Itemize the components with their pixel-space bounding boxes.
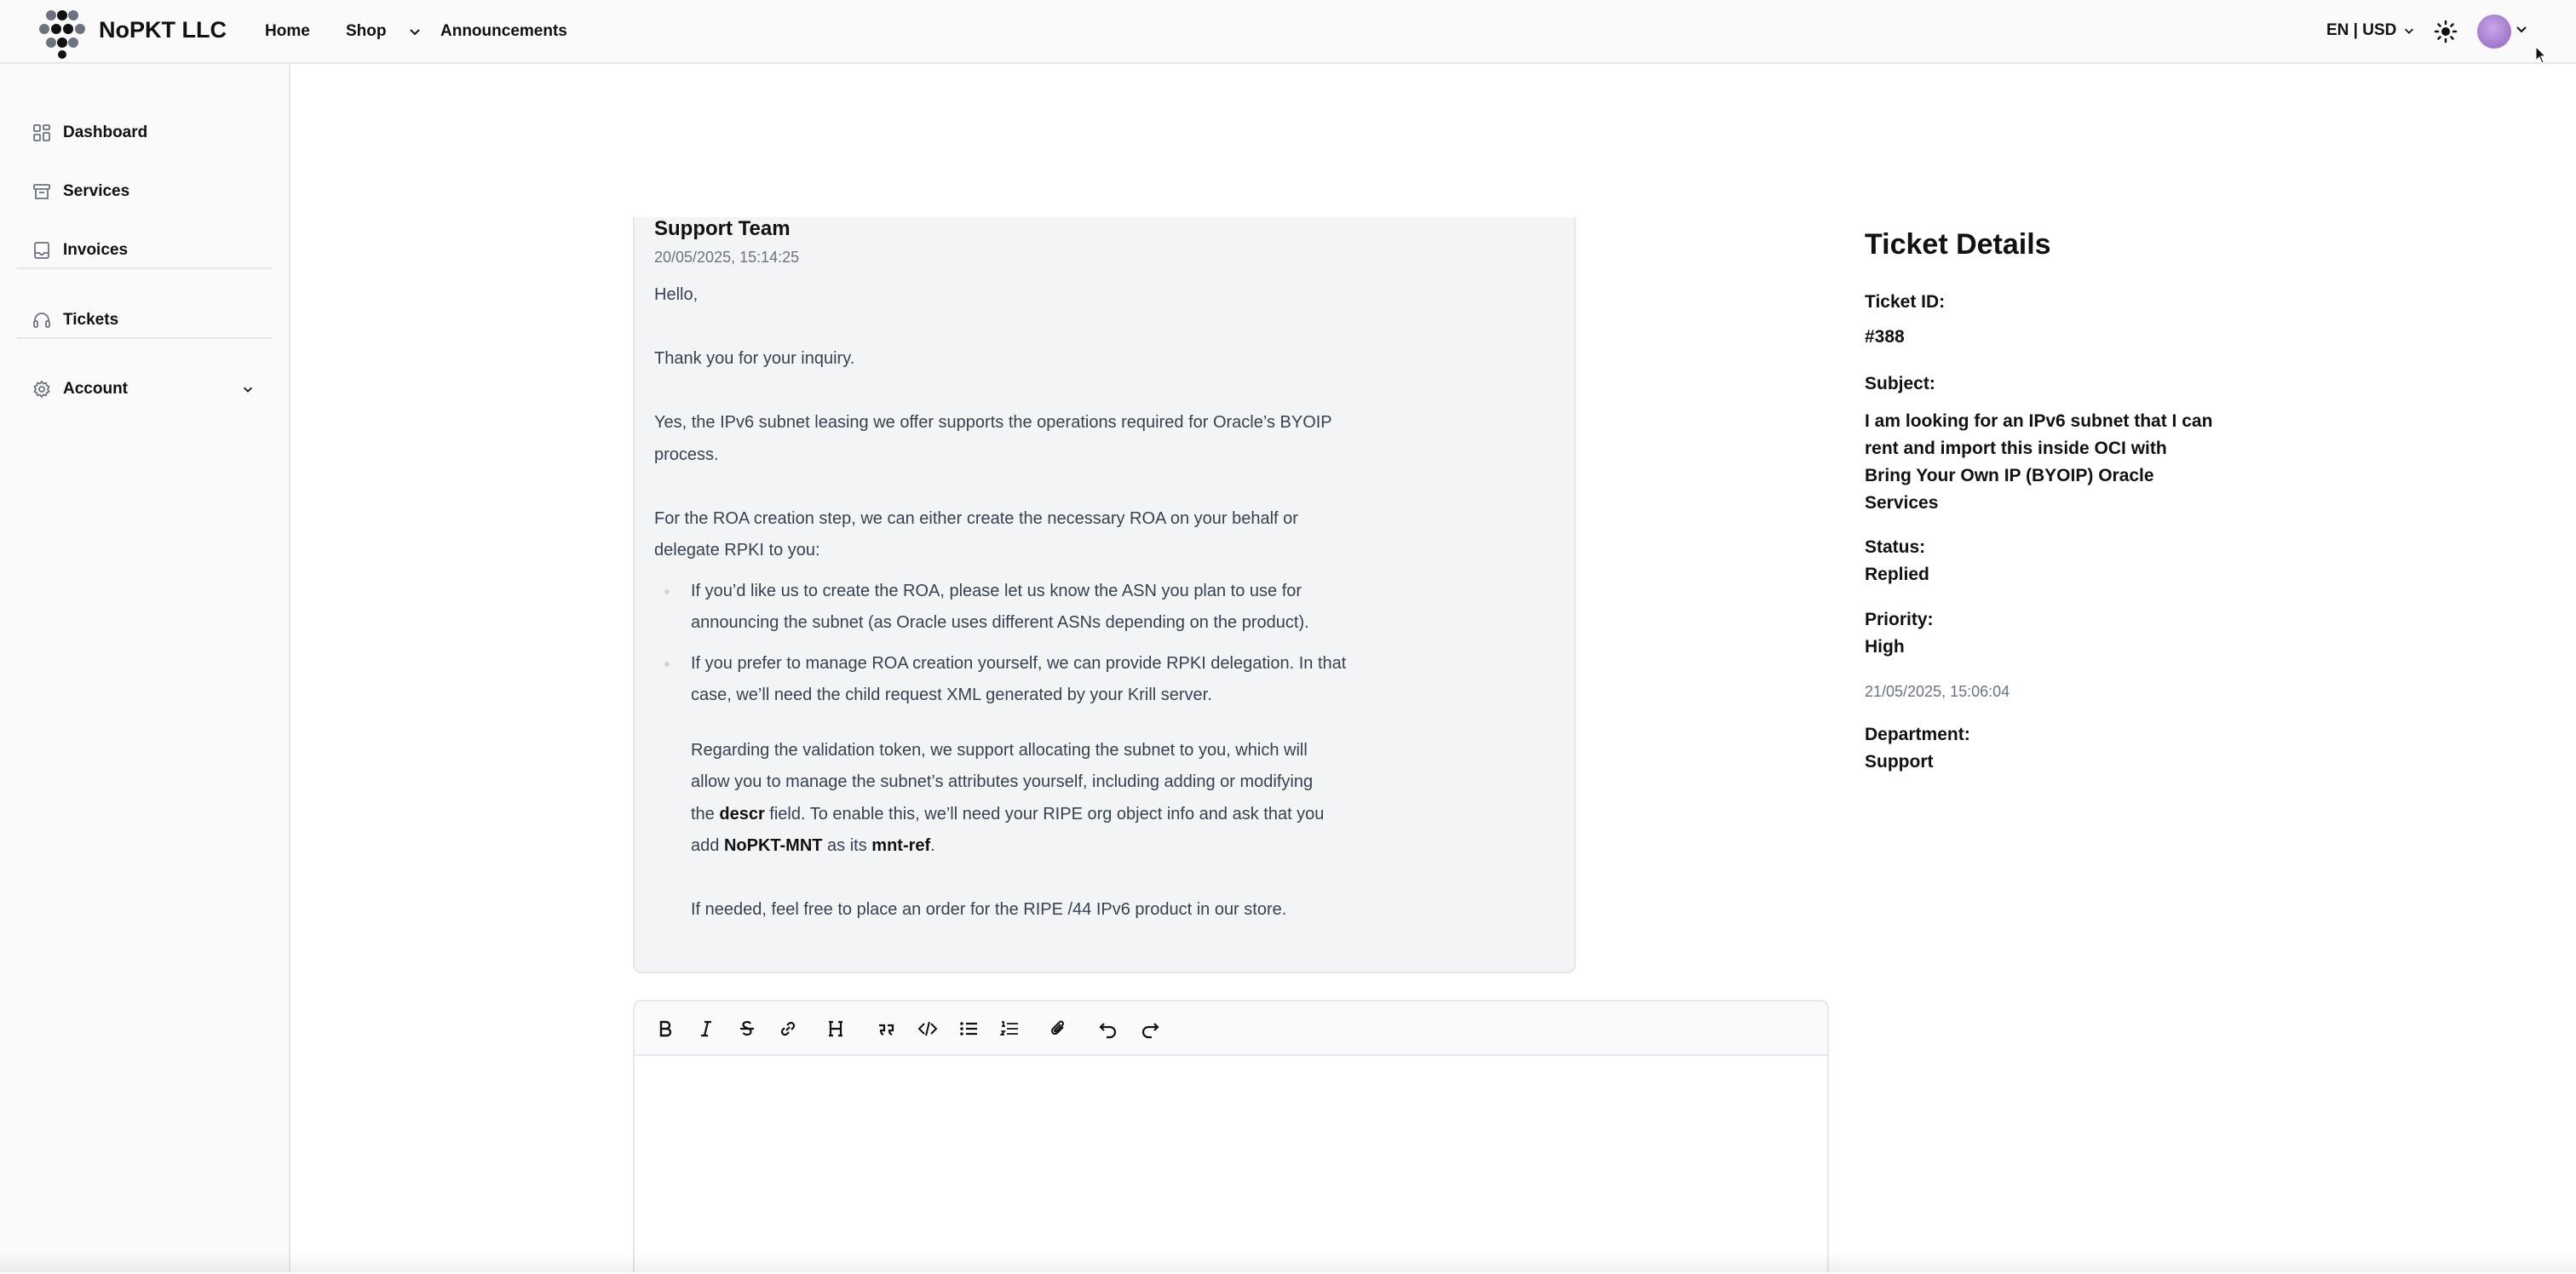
ordered-list-icon[interactable] [998, 1017, 1021, 1041]
sidebar [0, 64, 290, 1272]
link-icon[interactable] [776, 1017, 800, 1041]
chevron-down-icon [242, 383, 254, 395]
message-paragraph: delegate RPKI to you: [654, 541, 820, 560]
list-item-text: announcing the subnet (as Oracle uses different ASNs depending on the product). [691, 613, 1309, 632]
message-paragraph: If needed, feel free to place an order for the RIPE /44 IPv6 product in our store. [691, 900, 1287, 919]
message-date: 20/05/2025, 15:14:25 [654, 249, 800, 266]
list-item-text: If you’d like us to create the ROA, please let us know the ASN you plan to use for [691, 581, 1302, 600]
sidebar-item-label: Account [63, 380, 128, 398]
ticket-details-title: Ticket Details [1865, 228, 2051, 261]
code-icon[interactable] [916, 1017, 940, 1041]
subject-line: rent and import this inside OCI with [1865, 439, 2167, 458]
message-author: Support Team [654, 217, 791, 240]
gear-icon [32, 380, 51, 399]
list-item-text: case, we’ll need the child request XML generated by your Krill server. [691, 686, 1212, 704]
text-span: the [691, 804, 720, 824]
chevron-down-icon [2403, 25, 2415, 37]
sidebar-item-services[interactable] [32, 175, 262, 209]
box-icon [32, 182, 51, 201]
nav-shop-label: Shop [346, 22, 387, 40]
message-paragraph: process. [654, 445, 719, 464]
message-greeting: Hello, [654, 285, 699, 304]
message-paragraph: Yes, the IPv6 subnet leasing we offer supports the operations required for Oracle’s BYOIP [654, 413, 1332, 432]
locale-selector[interactable] [2326, 21, 2415, 40]
subject-line: Bring Your Own IP (BYOIP) Oracle [1865, 466, 2154, 485]
subject-label: Subject: [1865, 374, 1935, 393]
sidebar-divider [17, 267, 273, 269]
message-paragraph [691, 799, 1421, 831]
sidebar-item-tickets[interactable] [32, 303, 262, 337]
priority-label: Priority: [1865, 610, 1934, 629]
strikethrough-icon[interactable] [735, 1017, 759, 1041]
quote-icon[interactable] [874, 1017, 898, 1041]
status-label: Status: [1865, 537, 1926, 557]
priority-value: High [1865, 637, 1905, 657]
sidebar-item-dashboard[interactable] [32, 116, 262, 150]
headset-icon [32, 311, 51, 330]
sidebar-item-label: Tickets [63, 311, 119, 329]
subject-line: Services [1865, 493, 1939, 513]
subject-line: I am looking for an IPv6 subnet that I can [1865, 411, 2213, 431]
list-item [654, 648, 1421, 712]
dashboard-icon [32, 123, 51, 142]
reply-editor [633, 1000, 1829, 1272]
sidebar-item-label: Invoices [63, 241, 129, 259]
invoice-icon [32, 241, 51, 260]
mouse-cursor-icon [2535, 46, 2549, 65]
chevron-down-icon[interactable] [2515, 22, 2528, 36]
nav-home[interactable]: Home [265, 22, 310, 40]
heading-icon[interactable] [824, 1017, 848, 1041]
italic-icon[interactable] [694, 1017, 718, 1041]
logo-icon[interactable] [34, 3, 90, 60]
theme-toggle-sun-icon[interactable] [2433, 19, 2458, 44]
ticket-date: 21/05/2025, 15:06:04 [1865, 683, 2010, 700]
list-item-text: If you prefer to manage ROA creation yourself, we can provide RPKI delegation. In that [691, 653, 1347, 673]
top-bar [0, 0, 2576, 64]
bold-text: descr [719, 804, 765, 824]
message-list [654, 576, 1421, 712]
department-label: Department: [1865, 725, 1970, 744]
subject-value [1865, 408, 2212, 517]
attachment-icon[interactable] [1047, 1017, 1071, 1041]
sidebar-item-account[interactable] [32, 372, 262, 406]
bold-icon[interactable] [653, 1017, 677, 1041]
bold-text: mnt-ref [871, 836, 931, 855]
text-span: add [691, 836, 724, 855]
sidebar-item-invoices[interactable] [32, 233, 262, 267]
message-paragraph [691, 830, 1421, 863]
bullet-list-icon[interactable] [957, 1017, 980, 1041]
brand-name[interactable]: NoPKT LLC [99, 17, 227, 43]
message-card [633, 217, 1576, 973]
nav-shop[interactable] [346, 22, 422, 41]
status-value: Replied [1865, 565, 1929, 584]
sidebar-divider [17, 337, 273, 339]
ticket-id-label: Ticket ID: [1865, 292, 1946, 312]
chevron-down-icon [408, 25, 422, 38]
ticket-details-panel [1865, 228, 2222, 772]
locale-label: EN | USD [2326, 21, 2397, 39]
text-span: as its [822, 836, 872, 855]
text-span: field. To enable this, we’ll need your RIPE org object info and ask that you [764, 804, 1325, 824]
sidebar-item-label: Services [63, 182, 130, 200]
user-avatar[interactable] [2477, 14, 2511, 49]
bold-text: NoPKT-MNT [723, 836, 823, 855]
message-paragraph: For the ROA creation step, we can either create the necessary ROA on your behalf or [654, 508, 1298, 528]
undo-icon[interactable] [1096, 1017, 1120, 1041]
message-paragraph: Thank you for your inquiry. [654, 349, 855, 368]
bottom-shadow [0, 1252, 2576, 1272]
department-value: Support [1865, 752, 1934, 772]
editor-content-area[interactable] [635, 1056, 1827, 1274]
editor-toolbar [635, 1001, 1827, 1056]
text-span: . [930, 836, 935, 855]
message-paragraph: allow you to manage the subnet’s attributes yourself, including adding or modifying [691, 772, 1314, 791]
message-body [654, 279, 1421, 927]
message-paragraph: Regarding the validation token, we support allocating the subnet to you, which will [691, 740, 1308, 760]
list-item [654, 576, 1421, 640]
sidebar-item-label: Dashboard [63, 123, 148, 141]
redo-icon[interactable] [1138, 1017, 1162, 1041]
nav-announcements[interactable]: Announcements [440, 22, 567, 40]
ticket-id-value: #388 [1865, 327, 1905, 347]
